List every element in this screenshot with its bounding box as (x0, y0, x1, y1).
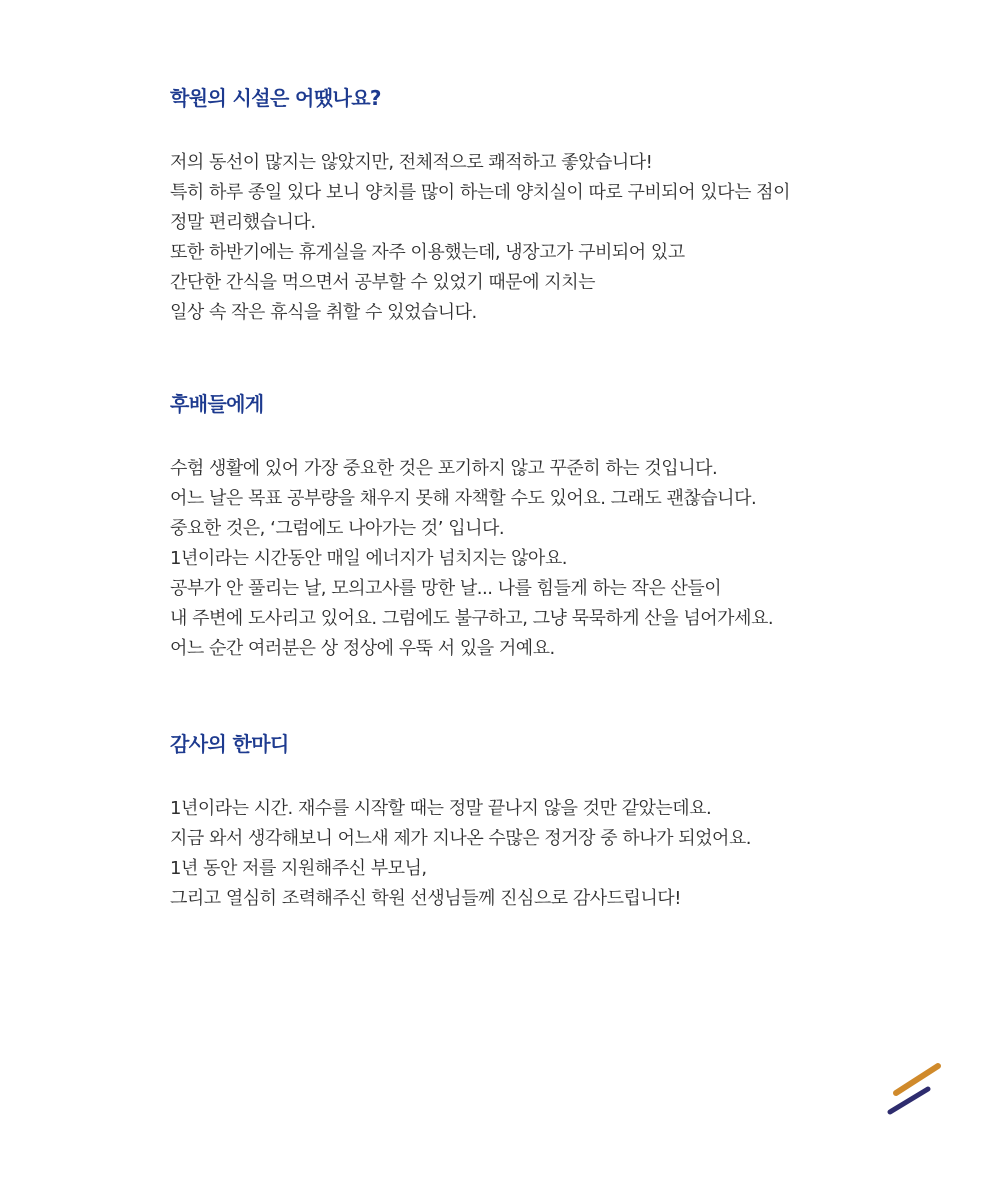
body-line: 지금 와서 생각해보니 어느새 제가 지나온 수많은 정거장 중 하나가 되었어요. (170, 828, 751, 849)
body-line: 그리고 열심히 조력해주신 학원 선생님들께 진심으로 감사드립니다! (170, 888, 681, 909)
section-thanks (170, 730, 751, 914)
body-line: 중요한 것은, ‘그럼에도 나아가는 것’ 입니다. (170, 518, 505, 539)
body-line: 1년 동안 저를 지원해주신 부모님, (170, 858, 427, 879)
section-title: 학원의 시설은 어땠나요? (170, 86, 381, 110)
body-line: 간단한 간식을 먹으면서 공부할 수 있었기 때문에 지치는 (170, 272, 595, 293)
body-line: 어느 날은 목표 공부량을 채우지 못해 자책할 수도 있어요. 그래도 괜찮습니다. (170, 488, 757, 509)
body-line: 어느 순간 여러분은 상 정상에 우뚝 서 있을 거예요. (170, 638, 555, 659)
body-line: 저의 동선이 많지는 않았지만, 전체적으로 쾌적하고 좋았습니다! (170, 152, 653, 173)
body-line: 정말 편리했습니다. (170, 212, 316, 233)
body-line: 또한 하반기에는 휴게실을 자주 이용했는데, 냉장고가 구비되어 있고 (170, 242, 685, 263)
body-line: 수험 생활에 있어 가장 중요한 것은 포기하지 않고 꾸준히 하는 것입니다. (170, 458, 718, 479)
body-line: 내 주변에 도사리고 있어요. 그럼에도 불구하고, 그냥 묵묵하게 산을 넘어가세요. (170, 608, 774, 629)
body-line: 일상 속 작은 휴식을 취할 수 있었습니다. (170, 302, 477, 323)
double-slash-mark-icon (884, 1060, 946, 1120)
body-line: 1년이라는 시간동안 매일 에너지가 넘치지는 않아요. (170, 548, 567, 569)
section-body (170, 148, 790, 328)
section-to-juniors (170, 390, 773, 664)
body-line: 1년이라는 시간. 재수를 시작할 때는 정말 끝나지 않을 것만 같았는데요. (170, 798, 712, 819)
section-facilities (170, 84, 790, 328)
body-line: 특히 하루 종일 있다 보니 양치를 많이 하는데 양치실이 따로 구비되어 있다는 점이 (170, 182, 790, 203)
section-title: 후배들에게 (170, 392, 264, 416)
section-body (170, 454, 773, 664)
orange-stroke (896, 1066, 938, 1093)
section-body (170, 794, 751, 914)
section-title: 감사의 한마디 (170, 732, 289, 756)
body-line: 공부가 안 풀리는 날, 모의고사를 망한 날... 나를 힘들게 하는 작은 산들이 (170, 578, 722, 599)
